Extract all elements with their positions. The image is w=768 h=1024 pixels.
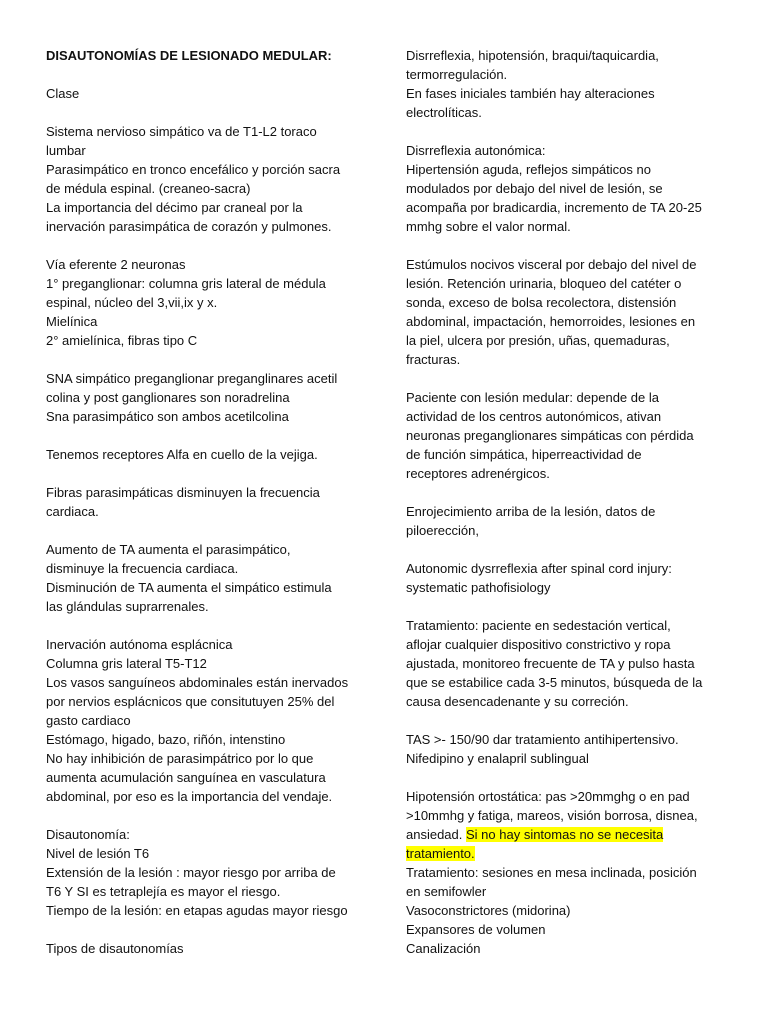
- text-line: Inervación autónoma esplácnica: [46, 637, 233, 652]
- text-line: [46, 616, 364, 635]
- text-line: disminuye la frecuencia cardiaca.: [46, 561, 239, 576]
- left-column: [46, 46, 364, 958]
- text-line: Extensión de la lesión : mayor riesgo por arriba de: [46, 865, 336, 880]
- text-line: receptores adrenérgicos.: [406, 466, 550, 481]
- text-line: Hipertensión aguda, reflejos simpáticos no: [406, 162, 651, 177]
- text-line: Nivel de lesión T6: [46, 846, 150, 861]
- text-line: 1° preganglionar: columna gris lateral de médula: [46, 276, 326, 291]
- text-line: [46, 920, 364, 939]
- text-line: Canalización: [406, 941, 481, 956]
- text-line: TAS >- 150/90 dar tratamiento antihipertensivo.: [406, 732, 679, 747]
- right-column: [406, 46, 724, 958]
- text-line: piloerección,: [406, 523, 479, 538]
- text-line: [406, 597, 724, 616]
- text-line: T6 Y SI es tetraplejía es mayor el riesgo.: [46, 884, 281, 899]
- text-line: sonda, exceso de bolsa recolectora, distensión: [406, 295, 677, 310]
- text-line: La importancia del décimo par craneal por la: [46, 200, 303, 215]
- text-line: 2° amielínica, fibras tipo C: [46, 333, 198, 348]
- highlighted-line-2: [406, 844, 724, 863]
- text-line: de función simpática, hiperreactividad de: [406, 447, 642, 462]
- text-line: fracturas.: [406, 352, 461, 367]
- text-line: Nifedipino y enalapril sublingual: [406, 751, 589, 766]
- right-column-text-continued: [406, 863, 724, 958]
- text-line: de médula espinal. (creaneo-sacra): [46, 181, 251, 196]
- text-line: [46, 426, 364, 445]
- text-line: neuronas preganglionares simpáticas con pérdida: [406, 428, 694, 443]
- text-line: Disminución de TA aumenta el simpático estimula: [46, 580, 332, 595]
- text-line: [46, 236, 364, 255]
- text-line: modulados por debajo del nivel de lesión, se: [406, 181, 663, 196]
- text-line: Los vasos sanguíneos abdominales están inervados: [46, 675, 349, 690]
- text-line: [406, 122, 724, 141]
- text-line: [46, 464, 364, 483]
- text-line: Aumento de TA aumenta el parasimpático,: [46, 542, 291, 557]
- text-line: inervación parasimpática de corazón y pulmones.: [46, 219, 332, 234]
- text-line: actividad de los centros autonómicos, ativan: [406, 409, 662, 424]
- text-line: [406, 540, 724, 559]
- text-line: Enrojecimiento arriba de la lesión, datos de: [406, 504, 656, 519]
- text-line: que se estabilice cada 3-5 minutos, búsqueda de la: [406, 675, 703, 690]
- text-line: systematic pathofisiology: [406, 580, 551, 595]
- text-line: Disrreflexia autonómica:: [406, 143, 546, 158]
- text-line: aflojar cualquier dispositivo constrictivo y ropa: [406, 637, 671, 652]
- text-line: [406, 711, 724, 730]
- text-line: [46, 103, 364, 122]
- text-line: Estúmulos nocivos visceral por debajo del nivel de: [406, 257, 697, 272]
- text-line: Tiempo de la lesión: en etapas agudas mayor riesgo: [46, 903, 348, 918]
- text-line: lesión. Retención urinaria, bloqueo del catéter o: [406, 276, 682, 291]
- text-line: [46, 521, 364, 540]
- text-line: SNA simpático preganglionar preganglinares acetil: [46, 371, 338, 386]
- text-line: la piel, ulcera por presión, uñas, quemaduras,: [406, 333, 670, 348]
- highlighted-text: Si no hay sintomas no se necesita: [466, 827, 664, 842]
- text-line: >10mmhg y fatiga, mareos, visión borrosa, disnea,: [406, 808, 698, 823]
- text-line: por nervios esplácnicos que consitutuyen 25% del: [46, 694, 335, 709]
- text-line: Tenemos receptores Alfa en cuello de la vejiga.: [46, 447, 318, 462]
- text-line: [46, 806, 364, 825]
- text-line: Paciente con lesión medular: depende de la: [406, 390, 659, 405]
- text-line: abdominal, por eso es la importancia del vendaje.: [46, 789, 333, 804]
- text-line: causa desencadenante y su correción.: [406, 694, 629, 709]
- text-line: gasto cardiaco: [46, 713, 131, 728]
- text-line: Hipotensión ortostática: pas >20mmghg o en pad: [406, 789, 690, 804]
- text-line: Vía eferente 2 neuronas: [46, 257, 186, 272]
- text-line: en semifowler: [406, 884, 487, 899]
- highlight-prefix: ansiedad.: [406, 827, 466, 842]
- text-line: Tratamiento: paciente en sedestación vertical,: [406, 618, 671, 633]
- text-line: Sistema nervioso simpático va de T1-L2 toraco: [46, 124, 317, 139]
- text-line: Disrreflexia, hipotensión, braqui/taquicardia,: [406, 48, 659, 63]
- text-line: No hay inhibición de parasimpátrico por lo que: [46, 751, 314, 766]
- text-line: acompaña por bradicardia, incremento de TA 20-25: [406, 200, 702, 215]
- text-line: las glándulas suprarrenales.: [46, 599, 209, 614]
- text-line: Clase: [46, 86, 80, 101]
- text-line: Tipos de disautonomías: [46, 941, 184, 956]
- text-line: [406, 369, 724, 388]
- text-line: Mielínica: [46, 314, 98, 329]
- text-line: Columna gris lateral T5-T12: [46, 656, 207, 671]
- left-column-text: [46, 84, 364, 958]
- text-line: termorregulación.: [406, 67, 508, 82]
- text-line: [406, 483, 724, 502]
- text-line: Estómago, higado, bazo, riñón, intenstino: [46, 732, 286, 747]
- text-line: Fibras parasimpáticas disminuyen la frecuencia: [46, 485, 320, 500]
- text-line: abdominal, impactación, hemorroides, lesiones en: [406, 314, 696, 329]
- highlighted-text-2: tratamiento.: [406, 846, 475, 861]
- right-column-text: [406, 46, 724, 825]
- text-line: Expansores de volumen: [406, 922, 546, 937]
- text-line: Parasimpático en tronco encefálico y porción sacra: [46, 162, 341, 177]
- document-title: DISAUTONOMÍAS DE LESIONADO MEDULAR:: [46, 48, 332, 63]
- text-line: Vasoconstrictores (midorina): [406, 903, 571, 918]
- highlighted-line: [406, 825, 724, 844]
- text-line: [46, 350, 364, 369]
- text-line: [406, 768, 724, 787]
- text-line: electrolíticas.: [406, 105, 482, 120]
- text-line: Autonomic dysrreflexia after spinal cord injury:: [406, 561, 672, 576]
- text-line: Sna parasimpático son ambos acetilcolina: [46, 409, 289, 424]
- text-line: lumbar: [46, 143, 86, 158]
- text-line: [406, 236, 724, 255]
- text-line: espinal, núcleo del 3,vii,ix y x.: [46, 295, 218, 310]
- text-line: mmhg sobre el valor normal.: [406, 219, 571, 234]
- text-line: Disautonomía:: [46, 827, 130, 842]
- text-line: cardiaca.: [46, 504, 99, 519]
- text-line: Tratamiento: sesiones en mesa inclinada, posición: [406, 865, 697, 880]
- text-line: aumenta acumulación sanguínea en vasculatura: [46, 770, 326, 785]
- text-line: colina y post ganglionares son noradrelina: [46, 390, 290, 405]
- text-line: En fases iniciales también hay alteraciones: [406, 86, 655, 101]
- text-line: ajustada, monitoreo frecuente de TA y pulso hasta: [406, 656, 695, 671]
